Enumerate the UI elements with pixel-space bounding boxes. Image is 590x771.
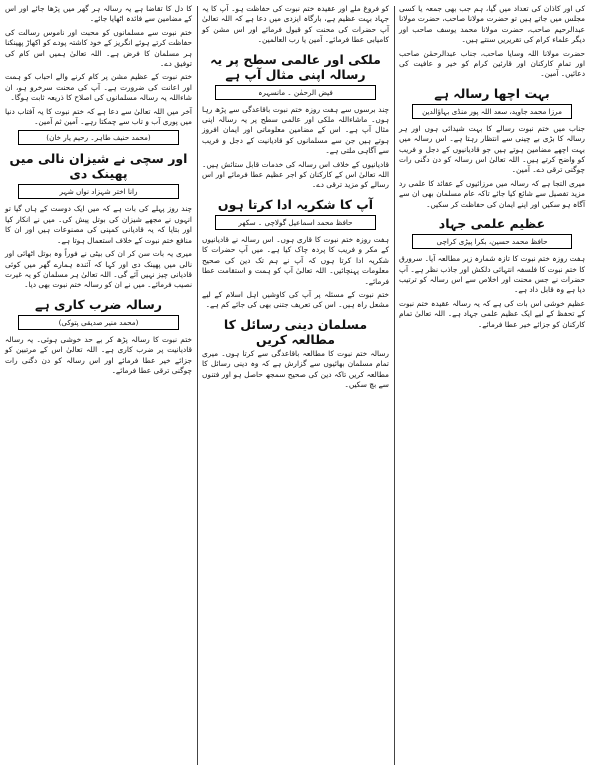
author-byline: (محمد منیر صدیقی پتوکی) <box>18 315 179 330</box>
letter-paragraph: رسالہ ختم نبوت کا مطالعہ باقاعدگی سے کرتا ہوں۔ میری تمام مسلمان بھائیوں سے گزارش ہے کہ وہ دینی رسائل کا مطالعہ کریں تاکہ دین کی صحیح سمجھ حاصل ہو اور فتنوں سے بچ سکیں۔ <box>202 348 389 389</box>
letter-paragraph: ہفت روزہ ختم نبوت کا قاری ہوں۔ اس رسالہ نے قادیانیوں کے مکر و فریب کا پردہ چاک کیا ہے۔ میں آپ حضرات کا شکریہ ادا کرتا ہوں کہ آپ نے ہم تک دین کی صحیح معلومات پہنچائیں۔ اللہ تعالیٰ آپ کو ہمت و استقامت عطا فرمائے۔ <box>202 234 389 286</box>
author-byline: رانا اختر شہزاد نواں شہر <box>18 184 179 199</box>
letter-heading: ملکی اور عالمی سطح پر یہ رسالہ اپنی مثال آپ ہے <box>210 51 381 82</box>
letter-paragraph: آخر میں اللہ تعالیٰ سے دعا ہے کہ ختم نبوت کا یہ آفتاب دنیا میں پوری آب و تاب سے چمکتا رہے۔ آمین ثم آمین۔ <box>5 106 192 127</box>
column-divider <box>394 6 395 765</box>
letter-paragraph: ختم نبوت کا رسالہ پڑھ کر بے حد خوشی ہوئی۔ یہ رسالہ قادیانیت پر ضرب کاری ہے۔ اللہ تعالیٰ اس کے مرتبین کو جزائے خیر عطا فرمائے اور اس رسالہ کو دن دگنی رات چوگنی ترقی عطا فرمائے۔ <box>5 334 192 375</box>
author-byline: فیض الرحمٰن ۔ مانسہرہ <box>215 85 376 100</box>
letter-heading: اور سچی نے شیزان نالی میں پھینک دی <box>9 151 188 182</box>
letter-heading: آپ کا شکریہ ادا کرتا ہوں <box>217 196 374 212</box>
letter-paragraph: چند برسوں سے ہفت روزہ ختم نبوت باقاعدگی سے پڑھ رہا ہوں۔ ماشاءاللہ ملکی اور عالمی سطح پر یہ رسالہ اپنی مثال آپ ہے۔ اس کے مضامین معلوماتی اور ایمان افروز ہوتے ہیں جن سے مسلمانوں کو قادیانیت کے دجل و فریب سے آگاہی ملتی ہے۔ <box>202 104 389 156</box>
author-byline: مرزا محمد جاوید، سعد اللہ پور منڈی بہاؤالدین <box>412 104 572 119</box>
author-byline: حافظ محمد اسماعیل گولاچی ۔ سکھر <box>215 215 376 230</box>
letter-heading: عظیم علمی جہاد <box>438 216 546 232</box>
letter-paragraph: قادیانیوں کے خلاف اس رسالہ کی خدمات قابل ستائش ہیں۔ اللہ تعالیٰ اس کے کارکنان کو اجر عظیم عطا فرمائے اور اس رسالے کو مزید ترقی دے۔ <box>202 159 389 190</box>
letter-paragraph: ہفت روزہ ختم نبوت کا تازہ شمارہ زیر مطالعہ آیا۔ سرورق کا ختم نبوت کا فلسفہ انتہائی دلکش اور جاذب نظر ہے۔ آپ حضرات نے جس محنت اور اخلاص سے اس رسالہ کو ترتیب دیا ہے وہ قابل داد ہے۔ <box>399 254 585 295</box>
letter-heading: مسلمان دینی رسائل کا مطالعہ کریں <box>223 316 368 347</box>
letter-paragraph: میری التجا ہے کہ رسالہ میں مرزائیوں کے عقائد کا علمی رد مزید تفصیل سے شائع کیا جائے تاکہ عام مسلمان بھی ان سے آگاہ ہو سکیں اور اپنے ایمان کی حفاظت کر سکیں۔ <box>399 178 585 209</box>
author-byline: (محمد حنیف طاہر۔ رحیم یار خان) <box>18 130 179 145</box>
letter-paragraph: جناب میں ختم نبوت رسالے کا بہت شیدائی ہوں اور ہر رسالہ کا بڑی بے چینی سے انتظار رہتا ہے۔ اس رسالہ میں بہت اچھے مضامین ہوتے ہیں جو قادیانیوں کے دجل و فریب کو واضح کرتے ہیں۔ اللہ تعالیٰ اس رسالہ کو دن دگنی رات چوگنی ترقی دے۔ آمین۔ <box>399 123 585 175</box>
letter-paragraph: کو فروغ ملے اور عقیدہ ختم نبوت کی حفاظت ہو۔ آپ کا یہ جہاد بہت عظیم ہے، بارگاہ ایزدی میں دعا ہے کہ اللہ تعالیٰ آپ حضرات کی محنت کو قبول فرمائے اور اس مشن کو کامیابی عطا فرمائے۔ آمین یا رب العالمین۔ <box>202 4 389 45</box>
letter-heading: رسالہ ضرب کاری ہے <box>35 296 162 312</box>
column-left <box>2 4 195 767</box>
letter-paragraph: کی اور کاذان کی تعداد میں گیا، ہم جب بھی جمعہ یا کسی مجلس میں جاتے ہیں تو حضرت مولانا صاحب، حضرت مولانا عبدالرحیم صاحب، حضرت مولانا محمد یوسف صاحب اور دیگر علماء کرام کی تقریریں سنتے ہیں۔ <box>399 4 585 45</box>
author-byline: حافظ محمد حسین، بکرا پیڑی کراچی <box>412 234 572 249</box>
letter-paragraph: ختم نبوت کے عظیم مشن پر کام کرنے والے احباب کو ہمت اور اعانت کی ضرورت ہے۔ آپ کی محنت سرخرو ہو، ان شاءاللہ یہ رسالہ مسلمانوں کی اصلاح کا ذریعہ ثابت ہوگا۔ <box>5 72 192 103</box>
letter-paragraph: چند روز پہلے کی بات ہے کہ میں ایک دوست کے ہاں گیا تو انہوں نے مجھے شیزان کی بوتل پیش کی۔ میں نے انکار کیا اور بتایا کہ یہ قادیانی کمپنی کی مصنوعات ہیں اور ان کا منافع ختم نبوت کے خلاف استعمال ہوتا ہے۔ <box>5 204 192 245</box>
letter-heading: بہت اچھا رسالہ ہے <box>434 85 550 101</box>
letter-paragraph: ختم نبوت سے مسلمانوں کو محبت اور ناموس رسالت کی حفاظت کرتے ہوئے انگریز کے خود کاشتہ پودے کو اکھاڑ پھینکنا ہر مسلمان کا فرض ہے۔ اللہ تعالیٰ ہمیں اس کام کی توفیق دے۔ <box>5 27 192 69</box>
letter-paragraph: کا دل کا تقاضا ہے یہ رسالہ ہر گھر میں پڑھا جائے اور اس کے مضامین سے فائدہ اٹھایا جائے۔ <box>5 4 192 24</box>
letter-paragraph: میری یہ بات سن کر ان کی بیٹی نے فوراً وہ بوتل اٹھائی اور نالی میں پھینک دی اور کہا کہ آئندہ ہمارے گھر میں کوئی قادیانی چیز نہیں آئے گی۔ اللہ تعالیٰ ہر مسلمان کو یہ غیرت نصیب فرمائے۔ میں نے ان کو رسالہ ختم نبوت بھی دیا۔ <box>5 249 192 290</box>
column-divider <box>197 6 198 765</box>
letter-paragraph: حضرت مولانا اللہ وسایا صاحب، جناب عبدالرحمٰن صاحب اور تمام کارکنان اور قارئین کرام کو خیر و عافیت کی دعائیں۔ آمین۔ <box>399 48 585 79</box>
column-middle <box>199 4 392 767</box>
letter-paragraph: ختم نبوت کے مسئلہ پر آپ کی کاوشیں اہل اسلام کے لیے مشعل راہ ہیں۔ اس کی تعریف جتنی بھی کی جائے کم ہے۔ <box>202 289 389 310</box>
letter-paragraph: عظیم خوشی اس بات کی ہے کہ یہ رسالہ عقیدہ ختم نبوت کے تحفظ کے لیے ایک عظیم علمی جہاد ہے۔ اللہ تعالیٰ تمام کارکنان کو جزائے خیر عطا فرمائے۔ <box>399 298 585 329</box>
column-right <box>396 4 588 767</box>
